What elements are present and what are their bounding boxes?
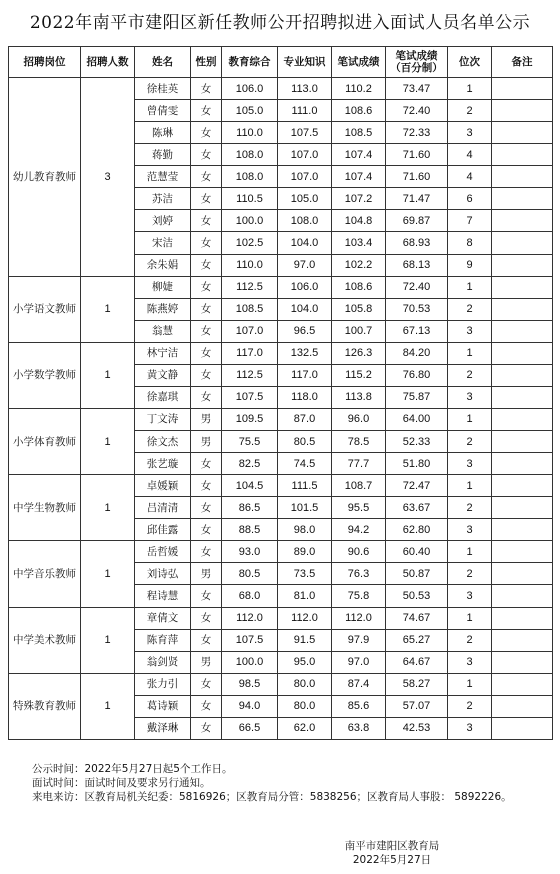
pct-score-cell: 65.27 [386,629,448,651]
sex-cell: 女 [191,78,222,100]
written-score-cell: 97.0 [332,651,386,673]
table-row [9,408,553,430]
pro-score-cell: 80.0 [278,695,332,717]
pct-score-cell: 73.47 [386,78,448,100]
edu-score-cell: 107.5 [222,386,278,408]
note-cell [492,232,553,254]
sex-cell: 女 [191,210,222,232]
edu-score-cell: 110.5 [222,188,278,210]
rank-cell: 6 [448,188,492,210]
written-score-cell: 110.2 [332,78,386,100]
table-row [9,607,553,629]
pct-score-cell: 62.80 [386,519,448,541]
rank-cell: 1 [448,607,492,629]
interview-time: 面试时间：面试时间及要求另行通知。 [32,777,211,789]
rank-cell: 8 [448,232,492,254]
name-cell: 范慧莹 [135,166,191,188]
written-score-cell: 126.3 [332,342,386,364]
pro-score-cell: 108.0 [278,210,332,232]
rank-cell: 2 [448,431,492,453]
count-cell: 1 [81,607,135,673]
edu-score-cell: 94.0 [222,695,278,717]
pro-score-cell: 80.5 [278,431,332,453]
issuing-org: 南平市建阳区教育局 [344,840,440,852]
post-cell: 小学语文教师 [9,276,81,342]
sex-cell: 女 [191,519,222,541]
pro-score-cell: 98.0 [278,519,332,541]
pct-score-cell: 52.33 [386,431,448,453]
rank-cell: 1 [448,475,492,497]
note-cell [492,497,553,519]
name-cell: 陈育萍 [135,629,191,651]
table-header-row [9,47,553,78]
pro-score-cell: 107.0 [278,144,332,166]
rank-cell: 3 [448,651,492,673]
rank-cell: 3 [448,453,492,475]
note-cell [492,717,553,739]
rank-cell: 2 [448,695,492,717]
pct-score-cell: 64.00 [386,408,448,430]
pct-score-cell: 71.60 [386,144,448,166]
sex-cell: 女 [191,585,222,607]
note-cell [492,78,553,100]
sex-cell: 女 [191,342,222,364]
post-cell: 幼儿教育教师 [9,78,81,277]
sex-cell: 女 [191,497,222,519]
pct-score-cell: 70.53 [386,298,448,320]
sex-cell: 男 [191,563,222,585]
table-row [9,475,553,497]
name-cell: 黄文静 [135,364,191,386]
note-cell [492,607,553,629]
table-row [9,673,553,695]
footer-notes [32,762,552,804]
pct-score-cell: 51.80 [386,453,448,475]
name-cell: 程诗慧 [135,585,191,607]
name-cell: 柳婕 [135,276,191,298]
pro-score-cell: 73.5 [278,563,332,585]
pro-score-cell: 111.5 [278,475,332,497]
post-cell: 中学生物教师 [9,475,81,541]
name-cell: 翁慧 [135,320,191,342]
post-cell: 特殊教育教师 [9,673,81,739]
pro-score-cell: 101.5 [278,497,332,519]
rank-cell: 1 [448,408,492,430]
written-score-cell: 90.6 [332,541,386,563]
pro-score-cell: 106.0 [278,276,332,298]
written-score-cell: 102.2 [332,254,386,276]
candidate-table [8,46,553,740]
written-score-cell: 85.6 [332,695,386,717]
rank-cell: 3 [448,320,492,342]
note-cell [492,585,553,607]
pct-score-cell: 71.47 [386,188,448,210]
written-score-cell: 97.9 [332,629,386,651]
edu-score-cell: 108.0 [222,144,278,166]
written-score-cell: 63.8 [332,717,386,739]
written-score-cell: 103.4 [332,232,386,254]
name-cell: 徐嘉琪 [135,386,191,408]
sex-cell: 男 [191,408,222,430]
count-cell: 1 [81,541,135,607]
pro-score-cell: 118.0 [278,386,332,408]
written-score-cell: 96.0 [332,408,386,430]
edu-score-cell: 66.5 [222,717,278,739]
written-score-cell: 107.4 [332,144,386,166]
edu-score-cell: 110.0 [222,254,278,276]
pct-score-cell: 57.07 [386,695,448,717]
col-header-name: 姓名 [135,47,191,78]
rank-cell: 2 [448,298,492,320]
name-cell: 刘婷 [135,210,191,232]
col-header-post: 招聘岗位 [9,47,81,78]
sex-cell: 女 [191,320,222,342]
rank-cell: 1 [448,541,492,563]
pct-score-cell: 72.40 [386,276,448,298]
rank-cell: 4 [448,144,492,166]
rank-cell: 3 [448,386,492,408]
post-cell: 小学体育教师 [9,408,81,474]
note-cell [492,563,553,585]
table-row [9,342,553,364]
note-cell [492,386,553,408]
col-header-pro: 专业知识 [278,47,332,78]
written-score-cell: 107.2 [332,188,386,210]
edu-score-cell: 100.0 [222,651,278,673]
pro-score-cell: 104.0 [278,298,332,320]
rank-cell: 2 [448,563,492,585]
rank-cell: 9 [448,254,492,276]
pct-score-cell: 50.87 [386,563,448,585]
written-score-cell: 108.5 [332,122,386,144]
rank-cell: 2 [448,497,492,519]
edu-score-cell: 104.5 [222,475,278,497]
pct-score-cell: 69.87 [386,210,448,232]
name-cell: 陈燕婷 [135,298,191,320]
name-cell: 陈琳 [135,122,191,144]
edu-score-cell: 88.5 [222,519,278,541]
rank-cell: 1 [448,276,492,298]
sex-cell: 男 [191,431,222,453]
sex-cell: 女 [191,166,222,188]
sex-cell: 女 [191,717,222,739]
written-score-cell: 100.7 [332,320,386,342]
rank-cell: 3 [448,122,492,144]
name-cell: 岳哲媛 [135,541,191,563]
pct-score-cell: 75.87 [386,386,448,408]
rank-cell: 2 [448,629,492,651]
written-score-cell: 87.4 [332,673,386,695]
pro-score-cell: 95.0 [278,651,332,673]
name-cell: 林宁洁 [135,342,191,364]
rank-cell: 1 [448,78,492,100]
edu-score-cell: 98.5 [222,673,278,695]
written-score-cell: 108.6 [332,100,386,122]
pro-score-cell: 104.0 [278,232,332,254]
col-header-count: 招聘人数 [81,47,135,78]
rank-cell: 3 [448,519,492,541]
written-score-cell: 76.3 [332,563,386,585]
signature-block [322,839,462,867]
sex-cell: 女 [191,122,222,144]
note-cell [492,519,553,541]
note-cell [492,276,553,298]
post-cell: 中学美术教师 [9,607,81,673]
sex-cell: 女 [191,386,222,408]
table-body [9,78,553,740]
pct-score-cell: 72.33 [386,122,448,144]
edu-score-cell: 68.0 [222,585,278,607]
written-score-cell: 78.5 [332,431,386,453]
edu-score-cell: 106.0 [222,78,278,100]
count-cell: 1 [81,276,135,342]
pct-score-cell: 72.47 [386,475,448,497]
col-header-pct: 笔试成绩（百分制） [386,47,448,78]
pro-score-cell: 107.0 [278,166,332,188]
table-row [9,78,553,100]
name-cell: 徐桂英 [135,78,191,100]
pct-score-cell: 58.27 [386,673,448,695]
pro-score-cell: 132.5 [278,342,332,364]
written-score-cell: 77.7 [332,453,386,475]
pro-score-cell: 80.0 [278,673,332,695]
note-cell [492,475,553,497]
pct-score-cell: 68.13 [386,254,448,276]
written-score-cell: 94.2 [332,519,386,541]
pct-score-cell: 67.13 [386,320,448,342]
sex-cell: 女 [191,364,222,386]
count-cell: 1 [81,673,135,739]
pct-score-cell: 74.67 [386,607,448,629]
note-cell [492,453,553,475]
pro-score-cell: 105.0 [278,188,332,210]
rank-cell: 2 [448,100,492,122]
note-cell [492,364,553,386]
written-score-cell: 108.7 [332,475,386,497]
name-cell: 葛诗颖 [135,695,191,717]
edu-score-cell: 75.5 [222,431,278,453]
written-score-cell: 115.2 [332,364,386,386]
edu-score-cell: 102.5 [222,232,278,254]
pct-score-cell: 42.53 [386,717,448,739]
edu-score-cell: 110.0 [222,122,278,144]
pro-score-cell: 62.0 [278,717,332,739]
pro-score-cell: 89.0 [278,541,332,563]
edu-score-cell: 109.5 [222,408,278,430]
note-cell [492,188,553,210]
name-cell: 苏洁 [135,188,191,210]
sex-cell: 女 [191,188,222,210]
rank-cell: 3 [448,585,492,607]
name-cell: 邱佳露 [135,519,191,541]
name-cell: 吕清清 [135,497,191,519]
pct-score-cell: 50.53 [386,585,448,607]
note-cell [492,342,553,364]
edu-score-cell: 82.5 [222,453,278,475]
name-cell: 张艺璇 [135,453,191,475]
contact-info: 来电来访：区教育局机关纪委：5816926；区教育局分管：5838256；区教育局人事股： 5892226。 [32,791,512,803]
note-cell [492,122,553,144]
name-cell: 宋洁 [135,232,191,254]
sex-cell: 女 [191,453,222,475]
pro-score-cell: 91.5 [278,629,332,651]
sex-cell: 女 [191,607,222,629]
pct-score-cell: 71.60 [386,166,448,188]
pro-score-cell: 111.0 [278,100,332,122]
sex-cell: 女 [191,298,222,320]
edu-score-cell: 107.0 [222,320,278,342]
note-cell [492,320,553,342]
written-score-cell: 107.4 [332,166,386,188]
sex-cell: 女 [191,541,222,563]
pro-score-cell: 81.0 [278,585,332,607]
pct-score-cell: 68.93 [386,232,448,254]
count-cell: 1 [81,408,135,474]
sex-cell: 女 [191,673,222,695]
count-cell: 1 [81,475,135,541]
written-score-cell: 75.8 [332,585,386,607]
pct-score-cell: 76.80 [386,364,448,386]
document-title: 2022年南平市建阳区新任教师公开招聘拟进入面试人员名单公示 [29,13,531,33]
note-cell [492,629,553,651]
pro-score-cell: 97.0 [278,254,332,276]
pro-score-cell: 87.0 [278,408,332,430]
note-cell [492,144,553,166]
name-cell: 余朱娟 [135,254,191,276]
rank-cell: 2 [448,364,492,386]
rank-cell: 4 [448,166,492,188]
notice-period: 公示时间：2022年5月27日起5个工作日。 [32,763,233,775]
name-cell: 刘诗弘 [135,563,191,585]
note-cell [492,166,553,188]
note-cell [492,210,553,232]
rank-cell: 1 [448,673,492,695]
name-cell: 戴泽琳 [135,717,191,739]
post-cell: 小学数学教师 [9,342,81,408]
note-cell [492,408,553,430]
sex-cell: 女 [191,100,222,122]
edu-score-cell: 80.5 [222,563,278,585]
pro-score-cell: 117.0 [278,364,332,386]
edu-score-cell: 93.0 [222,541,278,563]
sex-cell: 女 [191,144,222,166]
pro-score-cell: 107.5 [278,122,332,144]
written-score-cell: 112.0 [332,607,386,629]
name-cell: 徐文杰 [135,431,191,453]
note-cell [492,431,553,453]
written-score-cell: 113.8 [332,386,386,408]
name-cell: 张力引 [135,673,191,695]
name-cell: 丁文涛 [135,408,191,430]
edu-score-cell: 108.5 [222,298,278,320]
sex-cell: 男 [191,651,222,673]
sex-cell: 女 [191,232,222,254]
col-header-edu: 教育综合 [222,47,278,78]
sex-cell: 女 [191,475,222,497]
sex-cell: 女 [191,695,222,717]
issue-date: 2022年5月27日 [352,854,432,866]
written-score-cell: 104.8 [332,210,386,232]
written-score-cell: 105.8 [332,298,386,320]
name-cell: 蒋勤 [135,144,191,166]
count-cell: 3 [81,78,135,277]
pct-score-cell: 84.20 [386,342,448,364]
sex-cell: 女 [191,629,222,651]
edu-score-cell: 105.0 [222,100,278,122]
post-cell: 中学音乐教师 [9,541,81,607]
table-row [9,276,553,298]
note-cell [492,254,553,276]
edu-score-cell: 112.0 [222,607,278,629]
edu-score-cell: 100.0 [222,210,278,232]
rank-cell: 3 [448,717,492,739]
note-cell [492,651,553,673]
rank-cell: 1 [448,342,492,364]
edu-score-cell: 112.5 [222,364,278,386]
edu-score-cell: 86.5 [222,497,278,519]
name-cell: 卓媛颖 [135,475,191,497]
edu-score-cell: 107.5 [222,629,278,651]
pro-score-cell: 74.5 [278,453,332,475]
edu-score-cell: 112.5 [222,276,278,298]
name-cell: 曾倩雯 [135,100,191,122]
col-header-written: 笔试成绩 [332,47,386,78]
pro-score-cell: 113.0 [278,78,332,100]
pro-score-cell: 96.5 [278,320,332,342]
pro-score-cell: 112.0 [278,607,332,629]
note-cell [492,673,553,695]
pct-score-cell: 64.67 [386,651,448,673]
name-cell: 章倩文 [135,607,191,629]
name-cell: 翁剑贤 [135,651,191,673]
rank-cell: 7 [448,210,492,232]
note-cell [492,541,553,563]
edu-score-cell: 108.0 [222,166,278,188]
pct-score-cell: 60.40 [386,541,448,563]
note-cell [492,695,553,717]
note-cell [492,100,553,122]
edu-score-cell: 117.0 [222,342,278,364]
written-score-cell: 108.6 [332,276,386,298]
written-score-cell: 95.5 [332,497,386,519]
pct-score-cell: 63.67 [386,497,448,519]
sex-cell: 女 [191,276,222,298]
note-cell [492,298,553,320]
col-header-sex: 性别 [191,47,222,78]
pct-score-cell: 72.40 [386,100,448,122]
col-header-rank: 位次 [448,47,492,78]
table-row [9,541,553,563]
count-cell: 1 [81,342,135,408]
col-header-note: 备注 [492,47,553,78]
sex-cell: 女 [191,254,222,276]
